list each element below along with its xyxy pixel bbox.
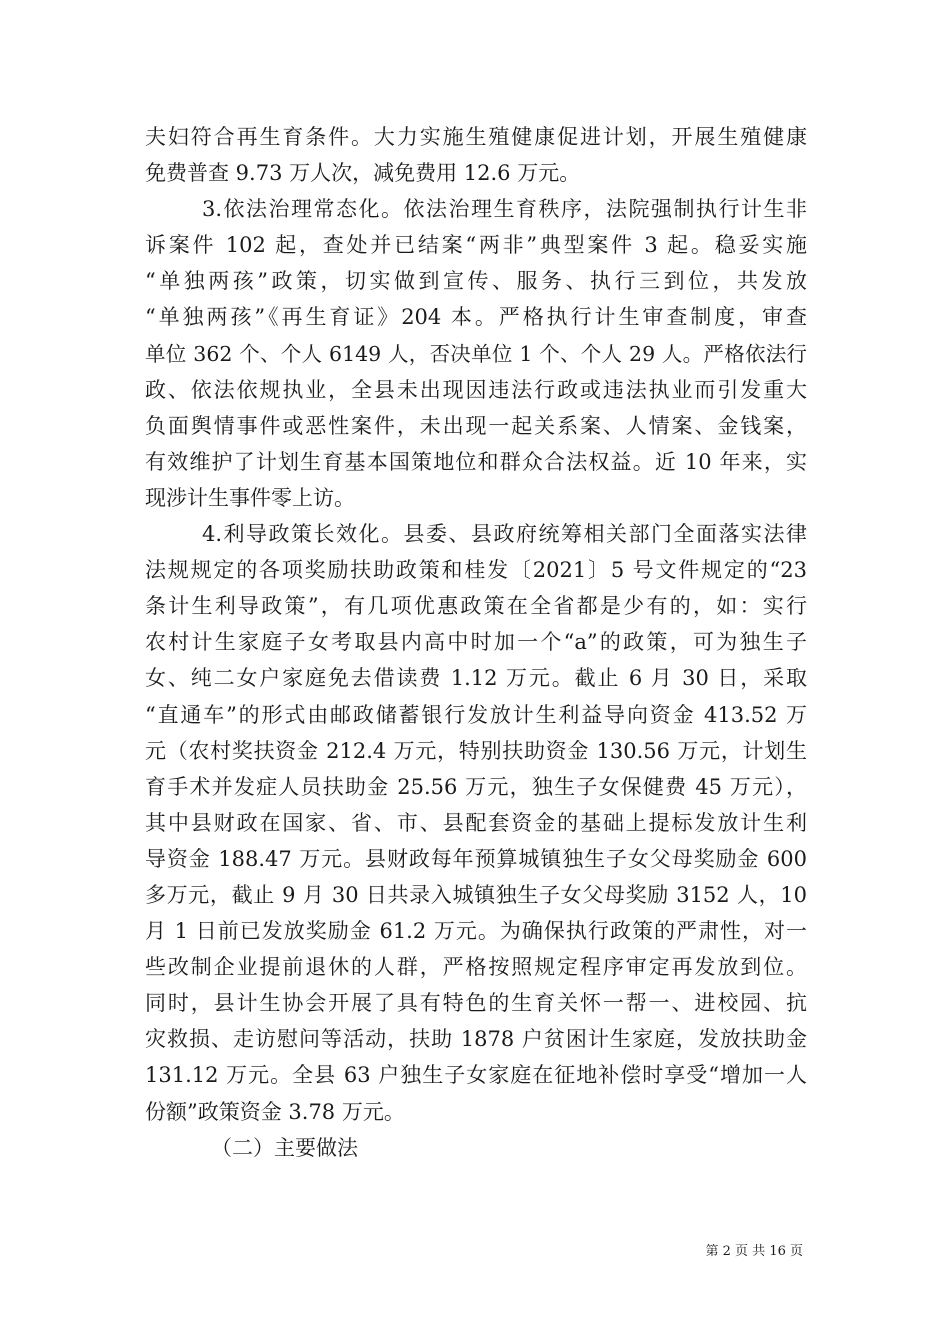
paragraph-line: 导资金 188.47 万元。县财政每年预算城镇独生子女父母奖励金 600 (145, 846, 807, 871)
paragraph-line: 其中县财政在国家、省、市、县配套资金的基础上提标发放计生利 (145, 810, 807, 835)
paragraph-line: 灾救损、走访慰问等活动，扶助 1878 户贫困计生家庭，发放扶助金 (145, 1027, 807, 1052)
paragraph-line: 多万元，截止 9 月 30 日共录入城镇独生子女父母奖励 3152 人，10 (145, 882, 807, 907)
paragraph-line: 农村计生家庭子女考取县内高中时加一个“a”的政策，可为独生子 (145, 630, 807, 655)
paragraph-line: 元（农村奖扶资金 212.4 万元，特别扶助资金 130.56 万元，计划生 (145, 738, 807, 763)
paragraph-line: 现涉计生事件零上访。 (145, 485, 355, 510)
paragraph-line: 免费普查 9.73 万人次，减免费用 12.6 万元。 (145, 161, 581, 186)
paragraph-line: 同时，县计生协会开展了具有特色的生育关怀一帮一、进校园、抗 (145, 991, 807, 1016)
paragraph-line: 育手术并发症人员扶助金 25.56 万元，独生子女保健费 45 万元）， (145, 774, 807, 799)
paragraph-line: “单独两孩”政策，切实做到宣传、服务、执行三到位，共发放 (145, 269, 807, 294)
paragraph-line: 条计生利导政策”，有几项优惠政策在全省都是少有的，如：实行 (145, 594, 807, 619)
paragraph-line: “直通车”的形式由邮政储蓄银行发放计生利益导向资金 413.52 万 (145, 702, 807, 727)
paragraph-line: 有效维护了计划生育基本国策地位和群众合法权益。近 10 年来，实 (145, 449, 807, 474)
paragraph-line: 4.利导政策长效化。县委、县政府统筹相关部门全面落实法律 (202, 522, 807, 547)
paragraph-line: 女、纯二女户家庭免去借读费 1.12 万元。截止 6 月 30 日，采取 (145, 666, 807, 691)
paragraph-line: 政、依法依规执业，全县未出现因违法行政或违法执业而引发重大 (145, 377, 807, 402)
paragraph-line: 单位 362 个、个人 6149 人，否决单位 1 个、个人 29 人。严格依法行 (145, 341, 807, 366)
section-heading: （二）主要做法 (211, 1135, 358, 1160)
paragraph-line: 131.12 万元。全县 63 户独生子女家庭在征地补偿时享受“增加一人 (145, 1063, 807, 1088)
paragraph-line: 负面舆情事件或恶性案件，未出现一起关系案、人情案、金钱案， (145, 413, 807, 438)
body-text (145, 119, 807, 1166)
paragraph-line: 月 1 日前已发放奖励金 61.2 万元。为确保执行政策的严肃性，对一 (145, 919, 807, 944)
paragraph-line: 诉案件 102 起，查处并已结案“两非”典型案件 3 起。稳妥实施 (145, 233, 807, 258)
paragraph-line: 份额”政策资金 3.78 万元。 (145, 1099, 405, 1124)
paragraph-line: “单独两孩”《再生育证》204 本。严格执行计生审查制度，审查 (145, 305, 807, 330)
paragraph-line: 夫妇符合再生育条件。大力实施生殖健康促进计划，开展生殖健康 (145, 125, 807, 149)
paragraph-line: 法规规定的各项奖励扶助政策和桂发〔2021〕5 号文件规定的“23 (145, 558, 807, 583)
paragraph-line: 些改制企业提前退休的人群，严格按照规定程序审定再发放到位。 (145, 955, 807, 980)
paragraph-line: 3.依法治理常态化。依法治理生育秩序，法院强制执行计生非 (202, 197, 807, 222)
page-number: 第 2 页 共 16 页 (705, 1244, 803, 1259)
